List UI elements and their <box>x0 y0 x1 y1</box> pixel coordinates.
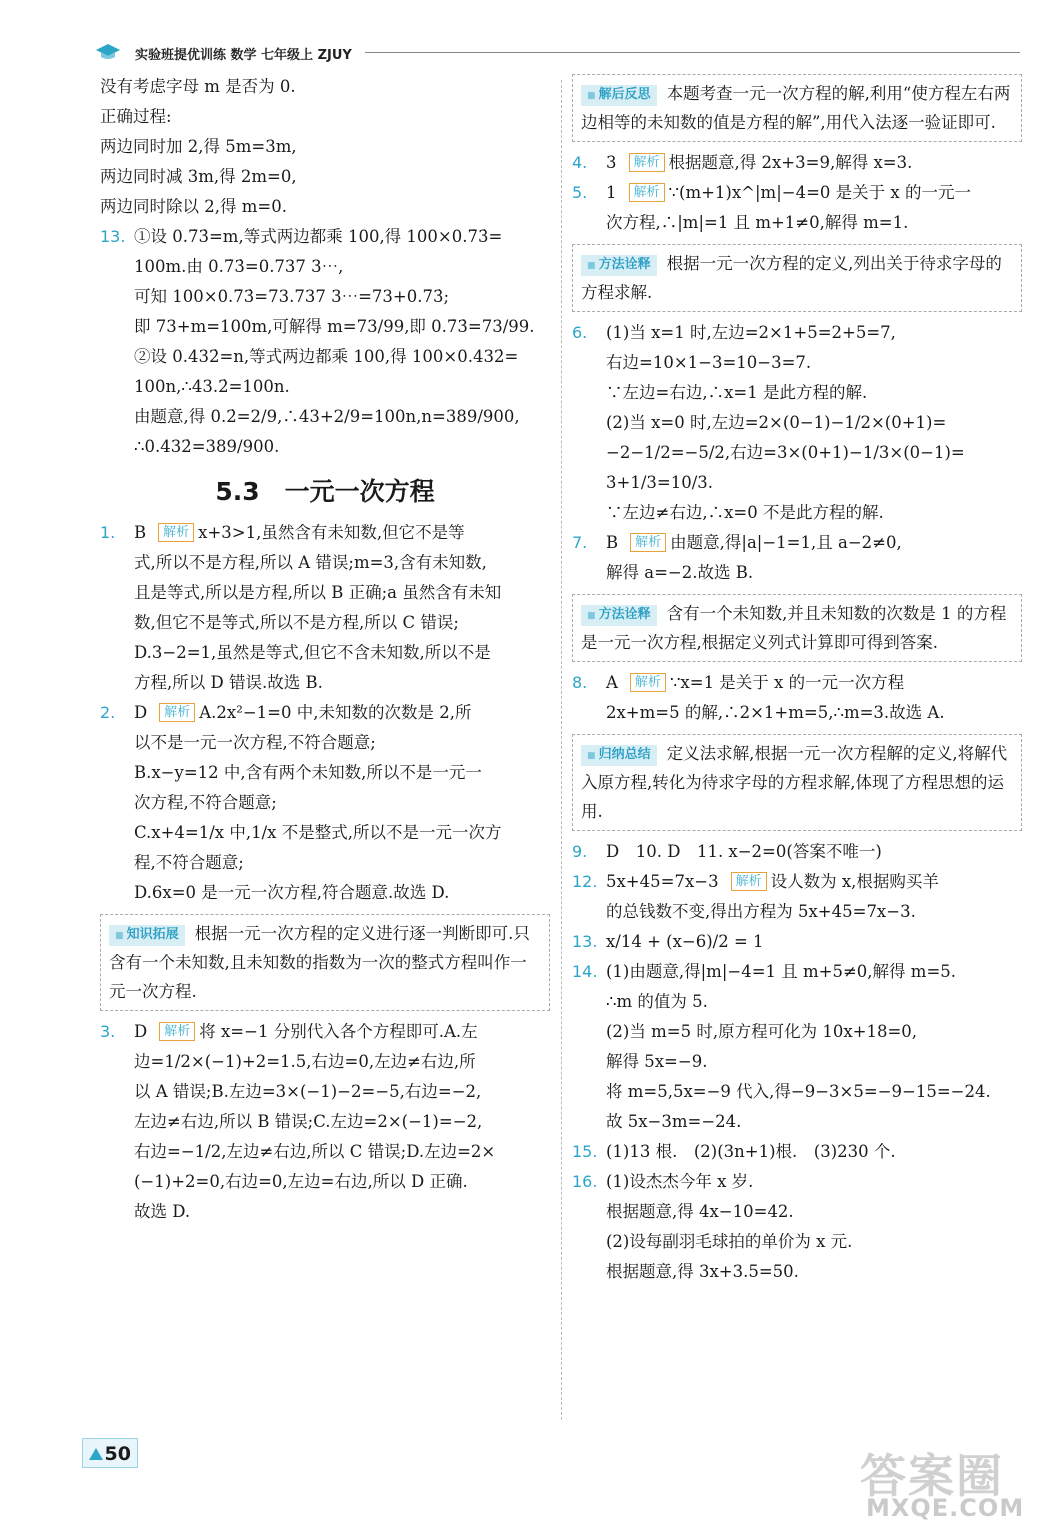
text-line <box>572 927 1022 957</box>
line-text: 没有考虑字母 m 是否为 0. <box>100 77 296 96</box>
line-text: A.2x²−1=0 中,未知数的次数是 2,所 <box>199 703 472 722</box>
text-line <box>100 1077 550 1107</box>
text-line <box>572 1137 1022 1167</box>
question-number: 2. <box>100 703 116 722</box>
text-line <box>572 558 1022 588</box>
answer-value: 1 <box>606 183 617 202</box>
line-text: (2)当 m=5 时,原方程可化为 10x+18=0, <box>606 1022 918 1041</box>
text-line <box>572 318 1022 348</box>
analysis-tag: 解析 <box>630 533 666 552</box>
text-line <box>100 72 550 102</box>
watermark-top: 答案圈 <box>860 1449 1004 1503</box>
text-line <box>572 867 1022 897</box>
question-number: 8. <box>572 673 588 692</box>
page-number-text: 50 <box>104 1443 131 1465</box>
line-text: 解得 5x=−9. <box>606 1052 708 1071</box>
question-number: 13. <box>100 227 126 246</box>
text-line <box>100 102 550 132</box>
line-text: 次方程,∴|m|=1 且 m+1≠0,解得 m=1. <box>606 213 909 232</box>
line-text: 100m.由 0.7̇3̇=0.737 3⋯, <box>134 257 344 276</box>
analysis-tag: 解析 <box>159 703 195 722</box>
method-text-2: 含有一个未知数,并且未知数的次数是 1 的方程是一元一次方程,根据定义列式计算即可得到答案. <box>581 604 1007 652</box>
line-text: ∴0.432̇=389/900. <box>134 437 280 456</box>
line-text: 式,所以不是方程,所以 A 错误;m=3,含有未知数, <box>134 553 487 572</box>
line-text: D.3−2=1,虽然是等式,但它不含未知数,所以不是 <box>134 643 491 662</box>
text-line <box>572 668 1022 698</box>
analysis-tag: 解析 <box>629 183 665 202</box>
line-text: 两边同时除以 2,得 m=0. <box>100 197 287 216</box>
text-line <box>100 252 550 282</box>
text-line <box>100 548 550 578</box>
reflect-text: 本题考查一元一次方程的解,利用“使方程左右两边相等的未知数的值是方程的解”,用代入法逐一验证即可. <box>581 84 1011 132</box>
answer-value: B <box>606 533 619 552</box>
line-text: 设人数为 x,根据购买羊 <box>770 872 939 891</box>
method-text-1: 根据一元一次方程的定义,列出关于待求字母的方程求解. <box>581 254 1002 302</box>
method-box-1 <box>572 244 1022 312</box>
line-text: (1)由题意,得|m|−4=1 且 m+5≠0,解得 m=5. <box>606 962 957 981</box>
line-text: 右边=10×1−3=10−3=7. <box>606 353 812 372</box>
text-line <box>572 897 1022 927</box>
line-text: 解得 a=−2.故选 B. <box>606 563 754 582</box>
text-line <box>100 1107 550 1137</box>
line-text: x/14 + (x−6)/2 = 1 <box>606 932 764 951</box>
text-line <box>572 528 1022 558</box>
line-text: 可知 100×0.7̇3̇=73.737 3⋯=73+0.7̇3̇; <box>134 287 450 306</box>
question-number: 9. <box>572 842 588 861</box>
right-block-3 <box>572 668 1022 728</box>
line-text: ∵左边≠右边,∴x=0 不是此方程的解. <box>606 503 884 522</box>
page-number <box>82 1438 138 1468</box>
text-line <box>572 698 1022 728</box>
line-text: 次方程,不符合题意; <box>134 793 277 812</box>
line-text: 故 5x−3m=−24. <box>606 1112 742 1131</box>
text-line <box>572 987 1022 1017</box>
knowledge-box <box>100 914 550 1011</box>
text-line <box>100 1137 550 1167</box>
text-line <box>100 432 550 462</box>
line-text: (1)13 根. (2)(3n+1)根. (3)230 个. <box>606 1142 896 1161</box>
text-line <box>572 1107 1022 1137</box>
analysis-tag: 解析 <box>629 153 665 172</box>
line-text: C.x+4=1/x 中,1/x 不是整式,所以不是一元一次方 <box>134 823 502 842</box>
method-label-1: ■ 方法诠释 <box>581 255 657 276</box>
watermark <box>860 1440 1025 1522</box>
question-number: 15. <box>572 1142 598 1161</box>
line-text: 两边同时减 3m,得 2m=0, <box>100 167 297 186</box>
answer-value: 5x+45=7x−3 <box>606 872 719 891</box>
line-text: x+3>1,虽然含有未知数,但它不是等 <box>198 523 465 542</box>
line-text: ∵x=1 是关于 x 的一元一次方程 <box>669 673 905 692</box>
line-text: B.x−y=12 中,含有两个未知数,所以不是一元一 <box>134 763 482 782</box>
line-text: D 10. D 11. x−2=0(答案不唯一) <box>606 842 882 861</box>
text-line <box>572 1047 1022 1077</box>
text-line <box>100 878 550 908</box>
line-text: 将 m=5,5x=−9 代入,得−9−3×5=−9−15=−24. <box>606 1082 991 1101</box>
right-block-2 <box>572 318 1022 588</box>
line-text: 由题意,得 0.2̇=2/9,∴43+2/9=100n,n=389/900, <box>134 407 520 426</box>
header-rule <box>365 52 1020 53</box>
text-line <box>572 148 1022 178</box>
text-line <box>100 668 550 698</box>
page-header <box>95 40 1020 70</box>
column-divider <box>561 80 562 1420</box>
left-column <box>100 72 550 1227</box>
text-line <box>100 698 550 728</box>
answer-value: B <box>134 523 147 542</box>
question-number: 4. <box>572 153 588 172</box>
text-line <box>100 1047 550 1077</box>
line-text: ∴m 的值为 5. <box>606 992 708 1011</box>
line-text: 且是等式,所以是方程,所以 B 正确;a 虽然含有未知 <box>134 583 502 602</box>
line-text: 即 73+m=100m,可解得 m=73/99,即 0.7̇3̇=73/99. <box>134 317 535 336</box>
text-line <box>100 222 550 252</box>
left-block-2 <box>100 518 550 908</box>
line-text: (2)当 x=0 时,左边=2×(0−1)−1/2×(0+1)= <box>606 413 947 432</box>
line-text: 以不是一元一次方程,不符合题意; <box>134 733 376 752</box>
text-line <box>100 1197 550 1227</box>
watermark-bottom: MXQE.COM <box>866 1494 1025 1522</box>
line-text: ∵(m+1)x^|m|−4=0 是关于 x 的一元一 <box>668 183 971 202</box>
line-text: 程,不符合题意; <box>134 853 244 872</box>
text-line <box>572 1227 1022 1257</box>
line-text: (−1)+2=0,右边=0,左边=右边,所以 D 正确. <box>134 1172 468 1191</box>
left-block-3 <box>100 1017 550 1227</box>
text-line <box>572 1017 1022 1047</box>
up-arrow-icon <box>89 1448 103 1460</box>
line-text: 的总钱数不变,得出方程为 5x+45=7x−3. <box>606 902 916 921</box>
left-block-1 <box>100 72 550 462</box>
line-text: ∵左边=右边,∴x=1 是此方程的解. <box>606 383 868 402</box>
text-line <box>572 468 1022 498</box>
analysis-tag: 解析 <box>731 872 767 891</box>
text-line <box>100 818 550 848</box>
text-line <box>572 348 1022 378</box>
text-line <box>100 758 550 788</box>
text-line <box>100 282 550 312</box>
line-text: 由题意,得|a|−1=1,且 a−2≠0, <box>670 533 902 552</box>
right-block-4 <box>572 837 1022 1287</box>
text-line <box>572 1077 1022 1107</box>
analysis-tag: 解析 <box>159 1022 195 1041</box>
knowledge-label: ■ 知识拓展 <box>109 925 185 946</box>
line-text: 3+1/3=10/3. <box>606 473 714 492</box>
line-text: 数,但它不是等式,所以不是方程,所以 C 错误; <box>134 613 459 632</box>
graduation-cap-icon <box>95 42 121 62</box>
text-line <box>100 312 550 342</box>
line-text: 以 A 错误;B.左边=3×(−1)−2=−5,右边=−2, <box>134 1082 482 1101</box>
line-text: 根据题意,得 2x+3=9,解得 x=3. <box>668 153 913 172</box>
text-line <box>572 408 1022 438</box>
method-label-2: ■ 方法诠释 <box>581 605 657 626</box>
text-line <box>100 372 550 402</box>
line-text: 根据题意,得 3x+3.5=50. <box>606 1262 799 1281</box>
line-text: 将 x=−1 分别代入各个方程即可.A.左 <box>199 1022 478 1041</box>
question-number: 13. <box>572 932 598 951</box>
line-text: D.6x=0 是一元一次方程,符合题意.故选 D. <box>134 883 450 902</box>
text-line <box>572 1167 1022 1197</box>
text-line <box>572 498 1022 528</box>
question-number: 16. <box>572 1172 598 1191</box>
question-number: 12. <box>572 872 598 891</box>
section-title: 5.3 一元一次方程 <box>215 477 435 506</box>
line-text: ②设 0.432̇=n,等式两边都乘 100,得 100×0.432̇= <box>134 347 519 366</box>
text-line <box>100 848 550 878</box>
text-line <box>100 518 550 548</box>
summary-label: ■ 归纳总结 <box>581 745 657 766</box>
question-number: 1. <box>100 523 116 542</box>
text-line <box>100 638 550 668</box>
line-text: −2−1/2=−5/2,右边=3×(0+1)−1/3×(0−1)= <box>606 443 965 462</box>
knowledge-text: 根据一元一次方程的定义进行逐一判断即可.只含有一个未知数,且未知数的指数为一次的整式方程叫作一元一次方程. <box>109 924 530 1001</box>
text-line <box>100 192 550 222</box>
text-line <box>572 208 1022 238</box>
answer-value: A <box>606 673 618 692</box>
line-text: ①设 0.7̇3̇=m,等式两边都乘 100,得 100×0.7̇3̇= <box>134 227 503 246</box>
text-line <box>572 178 1022 208</box>
summary-text: 定义法求解,根据一元一次方程解的定义,将解代入原方程,转化为待求字母的方程求解,体现了方程思想的运用. <box>581 744 1008 821</box>
question-number: 14. <box>572 962 598 981</box>
analysis-tag: 解析 <box>158 523 194 542</box>
analysis-tag: 解析 <box>630 673 666 692</box>
text-line <box>100 608 550 638</box>
text-line <box>572 378 1022 408</box>
question-number: 3. <box>100 1022 116 1041</box>
text-line <box>572 1197 1022 1227</box>
text-line <box>100 1167 550 1197</box>
line-text: 根据题意,得 4x−10=42. <box>606 1202 794 1221</box>
line-text: 2x+m=5 的解,∴2×1+m=5,∴m=3.故选 A. <box>606 703 945 722</box>
right-column <box>572 72 1022 1287</box>
line-text: (2)设每副羽毛球拍的单价为 x 元. <box>606 1232 853 1251</box>
text-line <box>100 788 550 818</box>
reflect-box <box>572 74 1022 142</box>
text-line <box>572 1257 1022 1287</box>
text-line <box>100 1017 550 1047</box>
text-line <box>100 162 550 192</box>
method-box-2 <box>572 594 1022 662</box>
line-text: 100n,∴43.2̇=100n. <box>134 377 290 396</box>
text-line <box>100 402 550 432</box>
text-line <box>572 837 1022 867</box>
text-line <box>100 578 550 608</box>
line-text: 方程,所以 D 错误.故选 B. <box>134 673 323 692</box>
answer-value: 3 <box>606 153 617 172</box>
answer-value: D <box>134 703 148 722</box>
text-line <box>572 957 1022 987</box>
answer-value: D <box>134 1022 148 1041</box>
summary-box <box>572 734 1022 831</box>
line-text: 左边≠右边,所以 B 错误;C.左边=2×(−1)=−2, <box>134 1112 483 1131</box>
text-line <box>100 728 550 758</box>
line-text: 边=1/2×(−1)+2=1.5,右边=0,左边≠右边,所 <box>134 1052 476 1071</box>
question-number: 5. <box>572 183 588 202</box>
text-line <box>572 438 1022 468</box>
text-line <box>100 342 550 372</box>
line-text: (1)当 x=1 时,左边=2×1+5=2+5=7, <box>606 323 896 342</box>
question-number: 7. <box>572 533 588 552</box>
line-text: 右边=−1/2,左边≠右边,所以 C 错误;D.左边=2× <box>134 1142 496 1161</box>
book-title: 实验班提优训练 数学 七年级上 ZJUY <box>135 48 352 63</box>
right-block-1 <box>572 148 1022 238</box>
line-text: 正确过程: <box>100 107 172 126</box>
question-number: 6. <box>572 323 588 342</box>
text-line <box>100 132 550 162</box>
line-text: (1)设杰杰今年 x 岁. <box>606 1172 754 1191</box>
line-text: 两边同时加 2,得 5m=3m, <box>100 137 297 156</box>
line-text: 故选 D. <box>134 1202 191 1221</box>
reflect-label: ■ 解后反思 <box>581 85 657 106</box>
